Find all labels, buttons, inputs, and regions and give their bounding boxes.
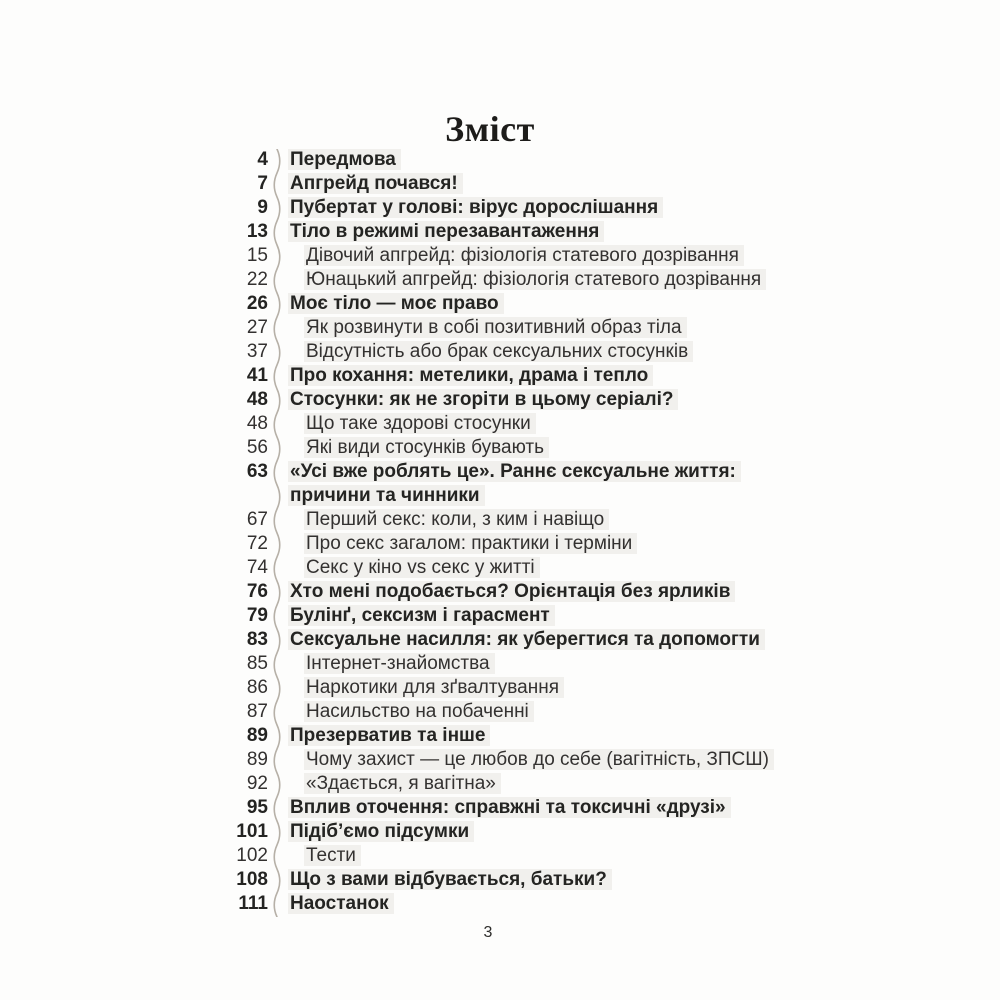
toc-entry-title: Що з вами відбувається, батьки? <box>290 868 612 892</box>
toc-entry-title: Дівочий апгрейд: фізіологія статевого дозрівання <box>290 244 744 268</box>
toc-page-number: 108 <box>236 869 268 890</box>
toc-entry <box>220 388 795 412</box>
toc-page-number: 101 <box>236 821 268 842</box>
toc-entry <box>220 148 795 172</box>
toc-entry-title: Тіло в режимі перезавантаження <box>290 220 604 244</box>
toc-entry <box>220 196 795 220</box>
toc-entry <box>220 268 795 292</box>
toc-entry <box>220 460 795 508</box>
toc-entry-title: Перший секс: коли, з ким і навіщо <box>290 508 609 532</box>
toc-page-number: 89 <box>246 749 268 770</box>
toc-page-number: 48 <box>246 389 268 410</box>
toc-page-number: 85 <box>246 653 268 674</box>
toc-page-number: 27 <box>246 317 268 338</box>
toc-entry <box>220 340 795 364</box>
toc-entry <box>220 532 795 556</box>
toc-entry <box>220 508 795 532</box>
toc-page-number: 95 <box>246 797 268 818</box>
toc-entry <box>220 868 795 892</box>
toc-entry-title: Інтернет-знайомства <box>290 652 495 676</box>
toc-entry <box>220 580 795 604</box>
toc-page-number: 15 <box>246 245 268 266</box>
toc-page-number: 111 <box>238 893 268 914</box>
toc-page-number: 89 <box>246 725 268 746</box>
toc-page-number: 83 <box>246 629 268 650</box>
toc-entry <box>220 772 795 796</box>
toc-entry-title: Апгрейд почався! <box>290 172 463 196</box>
toc-page-number: 63 <box>246 461 268 482</box>
toc-entry-title: «Здається, я вагітна» <box>290 772 501 796</box>
toc-entry-title: Які види стосунків бувають <box>290 436 549 460</box>
toc-entry-title: Юнацький апгрейд: фізіологія статевого дозрівання <box>290 268 766 292</box>
toc-entry-title: Про секс загалом: практики і терміни <box>290 532 637 556</box>
toc-entry-title: Що таке здорові стосунки <box>290 412 536 436</box>
toc-page-number: 37 <box>246 341 268 362</box>
toc-page-number: 79 <box>246 605 268 626</box>
toc-entry <box>220 220 795 244</box>
toc-page-number: 7 <box>257 173 268 194</box>
toc-entry <box>220 748 795 772</box>
toc-entry <box>220 556 795 580</box>
toc-entry-title: «Усі вже роблять це». Раннє сексуальне життя: причини та чинники <box>290 460 795 508</box>
toc-entry-title: Секс у кіно vs секс у житті <box>290 556 540 580</box>
toc-entry <box>220 844 795 868</box>
toc-entry <box>220 652 795 676</box>
toc-entry-title: Насильство на побаченні <box>290 700 534 724</box>
toc-entry-title: Хто мені подобається? Орієнтація без ярликів <box>290 580 735 604</box>
toc-entry <box>220 892 795 916</box>
toc-entry-title: Як розвинути в собі позитивний образ тіла <box>290 316 687 340</box>
toc-page-number: 26 <box>246 293 268 314</box>
toc-page-number: 22 <box>246 269 268 290</box>
toc-entry <box>220 316 795 340</box>
toc-entry-title: Стосунки: як не згоріти в цьому серіалі? <box>290 388 678 412</box>
toc-entry-title: Про кохання: метелики, драма і тепло <box>290 364 653 388</box>
toc-page-number: 72 <box>246 533 268 554</box>
toc-page-number: 4 <box>257 149 268 170</box>
toc-page-number: 102 <box>236 845 268 866</box>
toc-entry <box>220 436 795 460</box>
toc-entry-title: Наостанок <box>290 892 394 916</box>
toc-page-number: 92 <box>246 773 268 794</box>
toc-entry-title: Презерватив та інше <box>290 724 490 748</box>
toc-page-number: 13 <box>246 221 268 242</box>
toc-entry-title: Вплив оточення: справжні та токсичні «друзі» <box>290 796 731 820</box>
toc-page-number: 86 <box>246 677 268 698</box>
toc-entry <box>220 604 795 628</box>
toc-entry-title: Пубертат у голові: вірус дорослішання <box>290 196 663 220</box>
toc-entry-title: Сексуальне насилля: як уберегтися та допомогти <box>290 628 765 652</box>
toc-entry <box>220 292 795 316</box>
toc-page-number: 76 <box>246 581 268 602</box>
toc-page-number: 56 <box>246 437 268 458</box>
toc-entry <box>220 364 795 388</box>
toc-entry-title: Булінґ, сексизм і гарасмент <box>290 604 555 628</box>
toc-entry-title: Підіб’ємо підсумки <box>290 820 474 844</box>
table-of-contents <box>220 148 795 916</box>
toc-entry <box>220 796 795 820</box>
toc-page-number: 87 <box>246 701 268 722</box>
toc-entry-title: Тести <box>290 844 361 868</box>
toc-entry-title: Відсутність або брак сексуальних стосунків <box>290 340 693 364</box>
toc-entry <box>220 628 795 652</box>
toc-page-number: 74 <box>246 557 268 578</box>
toc-entry <box>220 412 795 436</box>
toc-entry-title: Чому захист — це любов до себе (вагітність, ЗПСШ) <box>290 748 774 772</box>
toc-entry <box>220 244 795 268</box>
toc-entry-title: Наркотики для зґвалтування <box>290 676 564 700</box>
toc-page-number: 9 <box>257 197 268 218</box>
toc-entry-title: Моє тіло — моє право <box>290 292 504 316</box>
toc-entry <box>220 820 795 844</box>
toc-entry <box>220 700 795 724</box>
toc-page-number: 48 <box>246 413 268 434</box>
toc-entry <box>220 676 795 700</box>
toc-page-number: 41 <box>246 365 268 386</box>
toc-entry-title: Передмова <box>290 148 401 172</box>
page-title: Зміст <box>445 109 535 150</box>
toc-list <box>220 148 795 916</box>
folio-page-number: 3 <box>483 924 493 941</box>
toc-entry <box>220 172 795 196</box>
toc-entry <box>220 724 795 748</box>
toc-page-number: 67 <box>246 509 268 530</box>
